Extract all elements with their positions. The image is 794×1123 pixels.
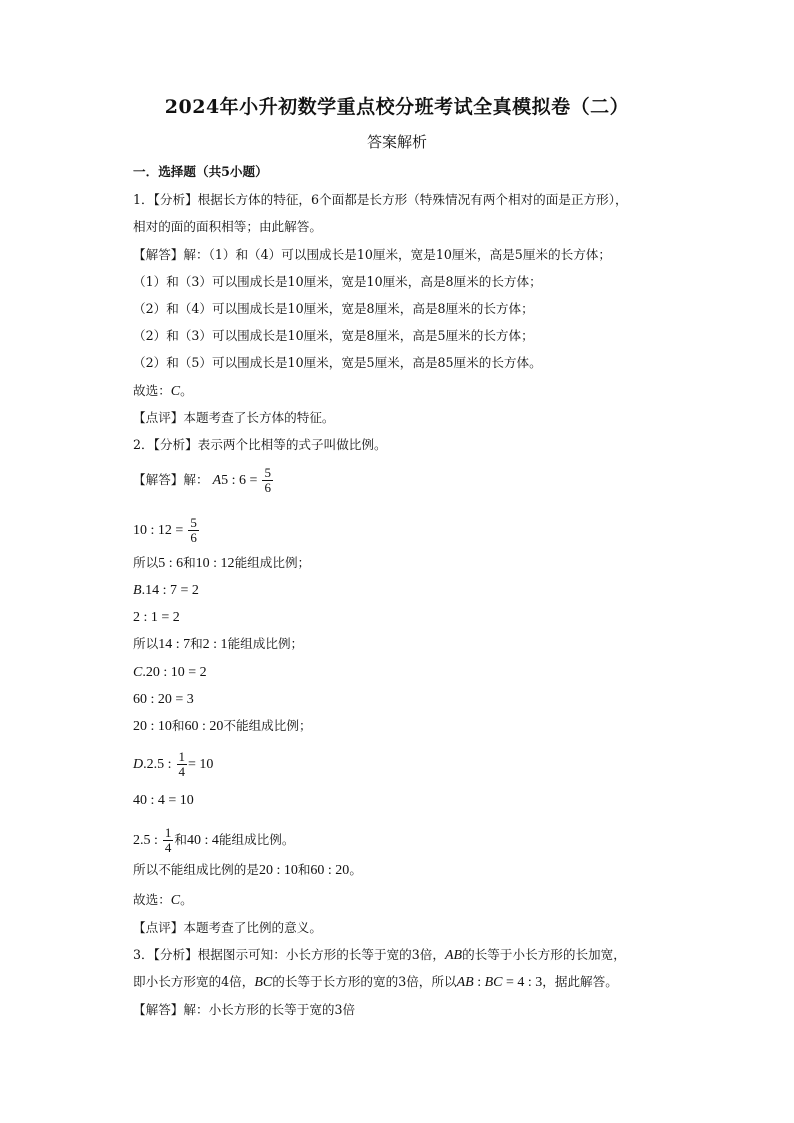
q2-option-c-expr-2 <box>133 691 194 708</box>
fraction-denominator: 4 <box>164 840 172 855</box>
q1-analysis-line-2: 相对的面的面积相等；由此解答。 <box>133 219 322 234</box>
q2-solution-a <box>133 466 274 495</box>
text: 所以 <box>133 555 159 570</box>
text: 不能组成比例； <box>223 718 312 733</box>
ratio: 20 : 10 <box>133 719 172 734</box>
q2-answer-letter: C <box>170 893 181 908</box>
q2-solve-prefix: 【解答】解： <box>133 472 209 487</box>
ratio: 14 : 7 <box>158 637 191 652</box>
text: 即小长方形宽的4倍， <box>133 974 255 989</box>
fraction-5-6 <box>262 466 273 495</box>
fraction-5-6-b <box>188 516 199 545</box>
text: 能组成比例； <box>234 555 311 570</box>
fraction-numerator: 5 <box>264 465 271 480</box>
q2-eq2-expr: 10 : 12 = <box>133 523 184 538</box>
q2-conclusion-b <box>133 636 303 653</box>
text: 和 <box>171 718 185 733</box>
text: 所以 <box>133 636 159 651</box>
text: 的长等于长方形的宽的3倍，所以 <box>272 974 457 989</box>
expression: 2 : 1 = 2 <box>133 610 180 625</box>
expression: 2.5 : <box>133 833 158 848</box>
q2-option-a-expr: 5 : 6 = <box>221 473 258 488</box>
q2-option-b-label: B <box>133 583 142 598</box>
q2-option-d-label: D <box>133 757 144 772</box>
text: 和 <box>190 636 203 651</box>
q2-conclusion-d <box>133 826 294 855</box>
q2-final <box>133 862 362 879</box>
fraction-denominator: 6 <box>264 480 271 495</box>
q1-answer <box>133 383 193 400</box>
q2-answer-prefix: 故选： <box>133 892 171 907</box>
ratio: 5 : 6 <box>158 556 184 571</box>
q1-comment: 【点评】本题考查了长方体的特征。 <box>133 410 335 425</box>
segment-label: AB <box>456 975 474 990</box>
fraction-denominator: 6 <box>190 530 197 545</box>
q3-analysis-line-2 <box>133 974 618 991</box>
q1-solution-line-1: 【解答】解：（1）和（4）可以围成长是10厘米，宽是10厘米，高是5厘米的长方体； <box>133 247 611 262</box>
segment-label: BC <box>254 975 273 990</box>
q1-solution-line-4: （2）和（3）可以围成长是10厘米，宽是8厘米，高是5厘米的长方体； <box>133 328 534 343</box>
q3-analysis-line-1 <box>133 947 626 964</box>
q2-option-b <box>133 582 199 599</box>
q2-equation-10-12 <box>133 516 200 545</box>
segment-label: BC <box>484 975 503 990</box>
ratio: 2 : 1 <box>202 637 228 652</box>
q1-answer-letter: C <box>170 384 181 399</box>
q2-option-d-expr-2 <box>133 792 194 809</box>
text: 能组成比例。 <box>218 832 295 847</box>
q2-option-c-label: C <box>133 665 143 680</box>
section-heading: 一．选择题（共5小题） <box>133 164 268 179</box>
text: 所以不能组成比例的是 <box>133 862 259 877</box>
q2-answer-suffix: 。 <box>180 892 193 907</box>
q1-answer-suffix: 。 <box>180 383 193 398</box>
q2-option-b-expr: .14 : 7 = 2 <box>141 583 199 598</box>
q1-solution-line-3: （2）和（4）可以围成长是10厘米，宽是8厘米，高是8厘米的长方体； <box>133 301 534 316</box>
q2-option-a-label: A <box>212 473 222 488</box>
q2-answer <box>133 892 193 909</box>
fraction-1-4 <box>177 750 188 779</box>
expression: 40 : 4 = 10 <box>133 793 194 808</box>
fraction-numerator: 1 <box>164 825 172 840</box>
ratio: 60 : 20 <box>184 719 224 734</box>
text: 和 <box>297 862 311 877</box>
text: 的长等于小长方形的长加宽， <box>462 947 626 962</box>
q2-option-b-expr-2 <box>133 609 180 626</box>
ratio-sign: : <box>473 975 485 990</box>
ratio: 60 : 20 <box>310 863 350 878</box>
q1-answer-prefix: 故选： <box>133 383 171 398</box>
expression: = 10 <box>188 757 214 772</box>
expression: 60 : 20 = 3 <box>133 692 194 707</box>
q2-conclusion-a <box>133 555 310 572</box>
document-subtitle: 答案解析 <box>366 133 427 151</box>
fraction-numerator: 1 <box>178 749 186 764</box>
q1-solution-line-5: （2）和（5）可以围成长是10厘米，宽是5厘米，高是85厘米的长方体。 <box>133 355 542 370</box>
q3-solution-line-1: 【解答】解：小长方形的长等于宽的3倍 <box>133 1002 356 1017</box>
q2-option-c-expr: .20 : 10 = 2 <box>142 665 207 680</box>
text: 3．【分析】根据图示可知：小长方形的长等于宽的3倍， <box>133 947 445 962</box>
q1-analysis-line-1: 1．【分析】根据长方体的特征，6个面都是长方形（特殊情况有两个相对的面是正方形）， <box>133 192 628 207</box>
fraction-denominator: 4 <box>178 764 186 779</box>
q1-solution-line-2: （1）和（3）可以围成长是10厘米，宽是10厘米，高是8厘米的长方体； <box>133 274 542 289</box>
fraction-numerator: 5 <box>190 515 197 530</box>
q2-option-d <box>133 750 213 779</box>
expression: .2.5 : <box>143 757 172 772</box>
ratio: 20 : 10 <box>258 863 298 878</box>
text: 能组成比例； <box>227 636 304 651</box>
text: 和 <box>183 555 196 570</box>
text: 。 <box>349 862 362 877</box>
ratio: 10 : 12 <box>195 556 235 571</box>
text: ，据此解答。 <box>542 974 618 989</box>
q2-analysis: 2．【分析】表示两个比相等的式子叫做比例。 <box>133 437 387 452</box>
text: 和 <box>174 832 187 847</box>
ratio-value: = 4 : 3 <box>502 975 543 990</box>
q2-comment: 【点评】本题考查了比例的意义。 <box>133 920 322 935</box>
q2-conclusion-c <box>133 718 312 735</box>
ratio: 40 : 4 <box>187 833 219 848</box>
segment-label: AB <box>444 948 463 963</box>
document-title: 2024年小升初数学重点校分班考试全真模拟卷（二） <box>164 96 630 118</box>
q2-option-c <box>133 664 207 681</box>
fraction-1-4-b <box>163 826 174 855</box>
